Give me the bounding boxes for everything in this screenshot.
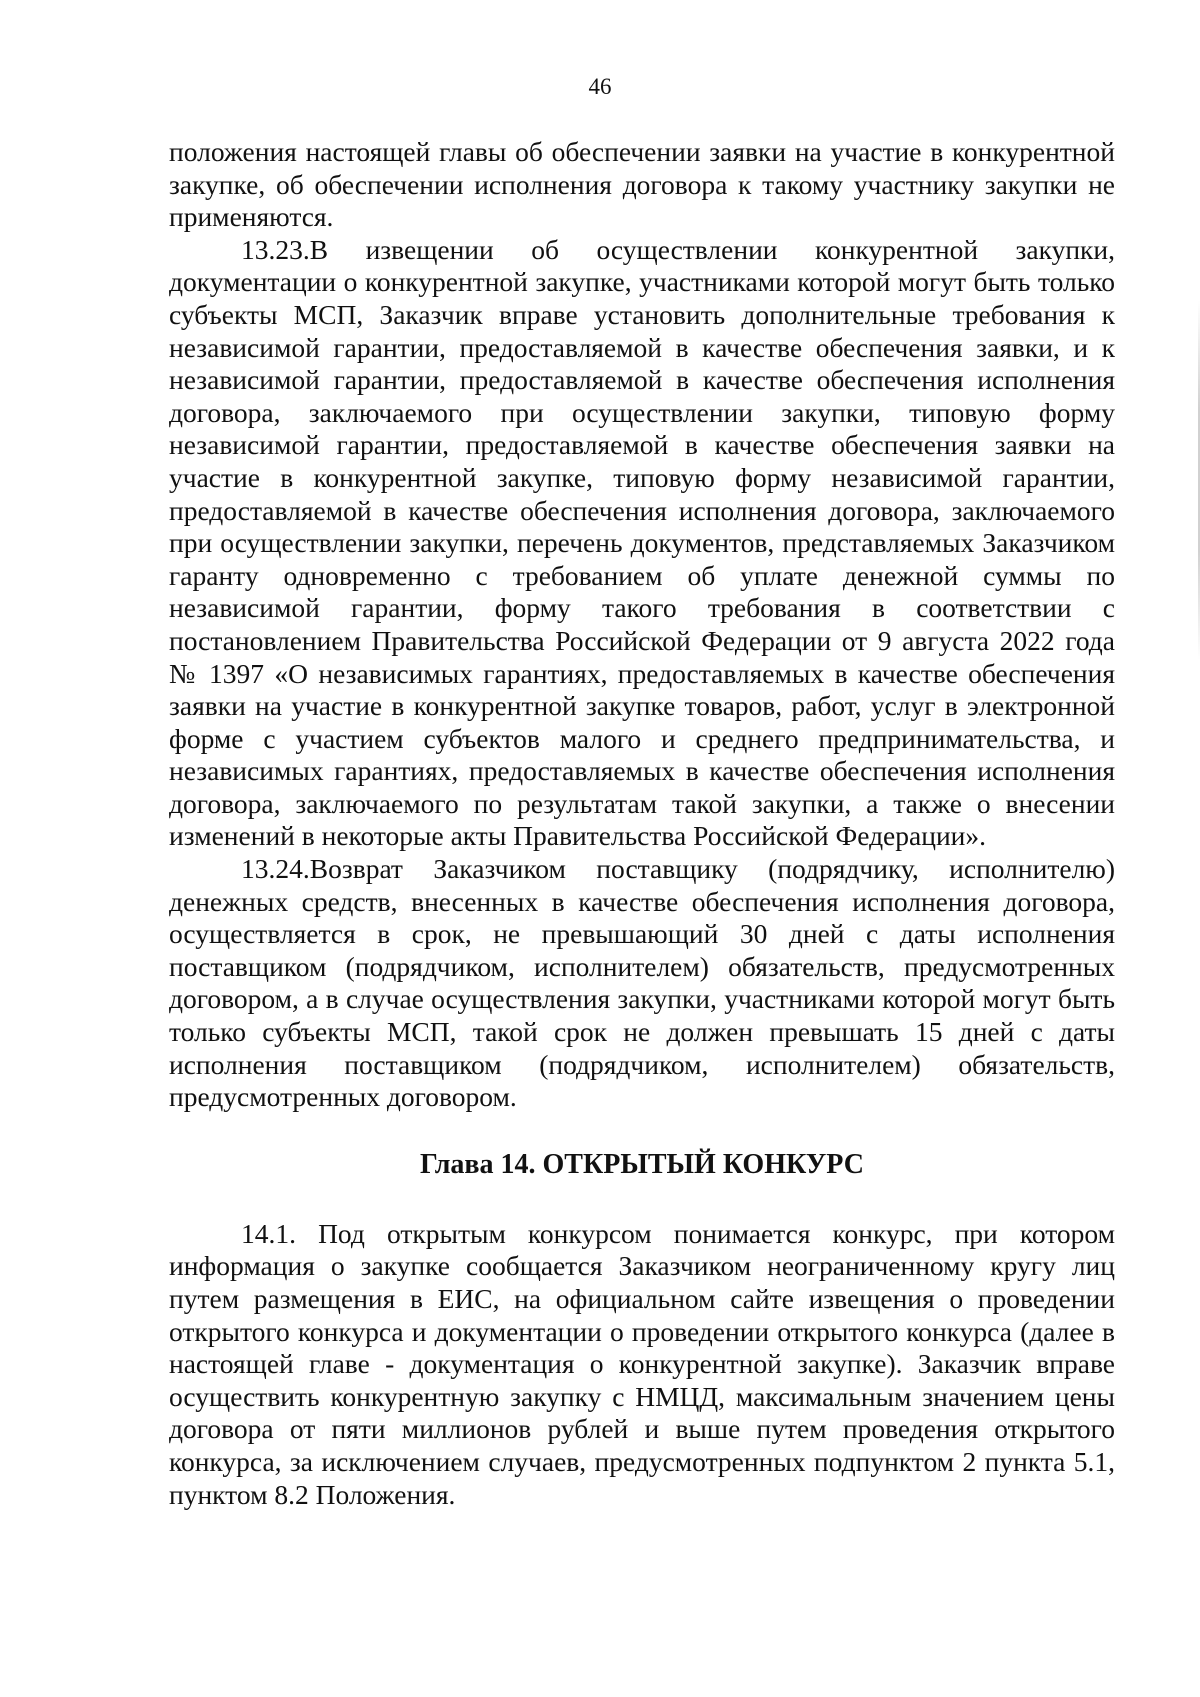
- document-body: [169, 136, 1115, 1511]
- paragraph-13-23: 13.23.В извещении об осуществлении конкурентной закупки, документации о конкурентной закупке, участниками которой могут быть только субъекты МСП, Заказчик вправе установить дополнительные требования к независимой гарантии, предоставляемой в качестве обеспечения заявки, и к независимой гарантии, предоставляемой в качестве обеспечения исполнения договора, заключаемого при осуществлении закупки, типовую форму независимой гарантии, предоставляемой в качестве обеспечения заявки на участие в конкурентной закупке, типовую форму независимой гарантии, предоставляемой в качестве обеспечения исполнения договора, заключаемого при осуществлении закупки, перечень документов, представляемых Заказчиком гаранту одновременно с требованием об уплате денежной суммы по независимой гарантии, форму такого требования в соответствии с постановлением Правительства Российской Федерации от 9 августа 2022 года № 1397 «О независимых гарантиях, предоставляемых в качестве обеспечения заявки на участие в конкурентной закупке товаров, работ, услуг в электронной форме с участием субъектов малого и среднего предпринимательства, и независимых гарантиях, предоставляемых в качестве обеспечения исполнения договора, заключаемого по результатам такой закупки, а также о внесении изменений в некоторые акты Правительства Российской Федерации».: [169, 233, 1115, 852]
- paragraph-continuation: положения настоящей главы об обеспечении заявки на участие в конкурентной закупке, об обеспечении исполнения договора к такому участнику закупки не применяются.: [169, 136, 1115, 233]
- paragraph-14-1: 14.1. Под открытым конкурсом понимается конкурс, при котором информация о закупке сообщается Заказчиком неограниченному кругу лиц путем размещения в ЕИС, на официальном сайте извещения о проведении открытого конкурса и документации о проведении открытого конкурса (далее в настоящей главе - документация о конкурентной закупке). Заказчик вправе осуществить конкурентную закупку с НМЦД, максимальным значением цены договора от пяти миллионов рублей и выше путем проведения открытого конкурса, за исключением случаев, предусмотренных подпунктом 2 пункта 5.1, пунктом 8.2 Положения.: [169, 1217, 1115, 1510]
- page-number: 46: [588, 74, 612, 99]
- chapter-heading: Глава 14. ОТКРЫТЫЙ КОНКУРС: [420, 1148, 864, 1180]
- paragraph-13-24: 13.24.Возврат Заказчиком поставщику (подрядчику, исполнителю) денежных средств, внесенных в качестве обеспечения исполнения договора, осуществляется в срок, не превышающий 30 дней с даты исполнения поставщиком (подрядчиком, исполнителем) обязательств, предусмотренных договором, а в случае осуществления закупки, участниками которой могут быть только субъекты МСП, такой срок не должен превышать 15 дней с даты исполнения поставщиком (подрядчиком, исполнителем) обязательств, предусмотренных договором.: [169, 853, 1115, 1113]
